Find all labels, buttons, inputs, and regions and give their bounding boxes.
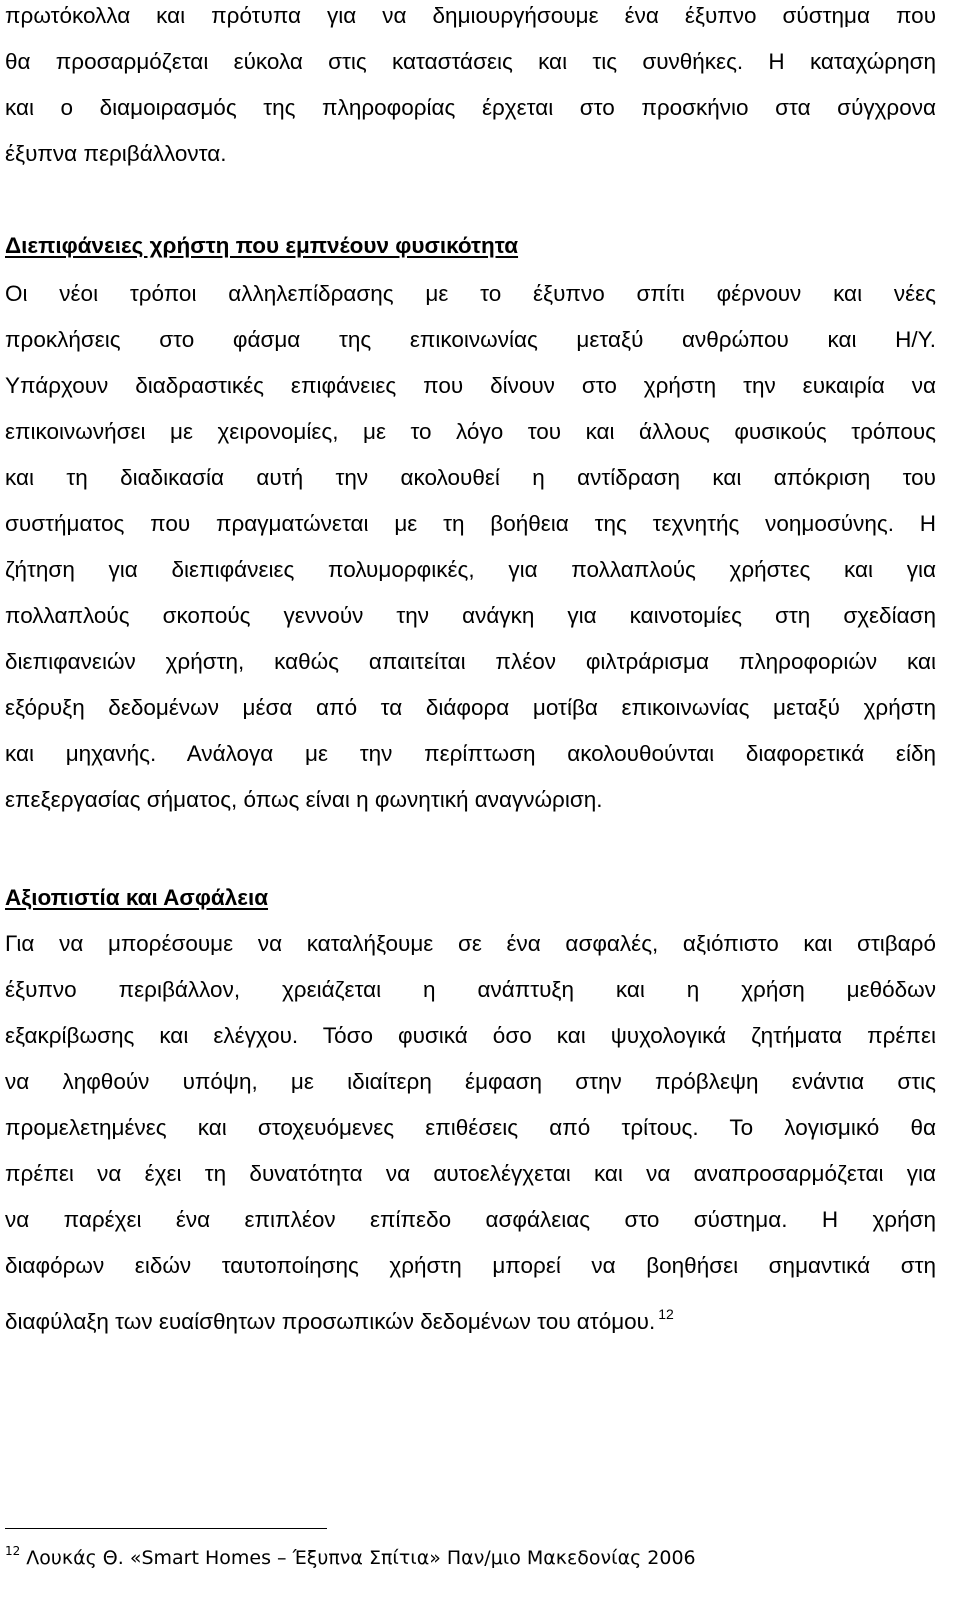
text-line: ζήτηση για διεπιφάνειες πολυμορφικές, για πολλαπλούς χρήστες και για — [5, 557, 936, 582]
text-line: και τη διαδικασία αυτή την ακολουθεί η αντίδραση και απόκριση του — [5, 465, 936, 490]
text-line: επικοινωνήσει με χειρονομίες, με το λόγο του και άλλους φυσικούς τρόπους — [5, 419, 936, 444]
text-line: θα προσαρμόζεται εύκολα στις καταστάσεις και τις συνθήκες. Η καταχώρηση — [5, 49, 936, 74]
text-line: επεξεργασίας σήματος, όπως είναι η φωνητική αναγνώριση. — [5, 787, 603, 812]
text-line-last — [5, 1300, 936, 1336]
text-line: πρωτόκολλα και πρότυπα για να δημιουργήσουμε ένα έξυπνο σύστημα που — [5, 3, 936, 28]
section-heading: Διεπιφάνειες χρήστη που εμπνέουν φυσικότητα — [5, 233, 519, 258]
text-line: Υπάρχουν διαδραστικές επιφάνειες που δίνουν στο χρήστη την ευκαιρία να — [5, 373, 936, 398]
text-line: εξόρυξη δεδομένων μέσα από τα διάφορα μοτίβα επικοινωνίας μεταξύ χρήστη — [5, 695, 936, 720]
footnote-mark: 12 — [5, 1544, 21, 1558]
text-line: προμελετημένες και στοχευόμενες επιθέσεις από τρίτους. Το λογισμικό θα — [5, 1115, 936, 1140]
text-line: έξυπνα περιβάλλοντα. — [5, 141, 227, 166]
text-line: προκλήσεις στο φάσμα της επικοινωνίας μεταξύ ανθρώπου και Η/Υ. — [5, 327, 936, 352]
text-line: συστήματος που πραγματώνεται με τη βοήθεια της τεχνητής νοημοσύνης. Η — [5, 511, 936, 536]
text-line: εξακρίβωσης και ελέγχου. Τόσο φυσικά όσο και ψυχολογικά ζητήματα πρέπει — [5, 1023, 936, 1048]
text-line: να παρέχει ένα επιπλέον επίπεδο ασφάλειας στο σύστημα. Η χρήση — [5, 1207, 936, 1232]
text-line: και μηχανής. Ανάλογα με την περίπτωση ακολουθούνται διαφορετικά είδη — [5, 741, 936, 766]
footnote-text: Λουκάς Θ. «Smart Homes – Έξυπνα Σπίτια» Παν/μιο Μακεδονίας 2006 — [26, 1547, 696, 1569]
text-line: έξυπνο περιβάλλον, χρειάζεται η ανάπτυξη και η χρήση μεθόδων — [5, 977, 936, 1002]
footnote-separator — [5, 1528, 327, 1529]
text-line: και ο διαμοιρασμός της πληροφορίας έρχεται στο προσκήνιο στα σύγχρονα — [5, 95, 936, 120]
text-line: να ληφθούν υπόψη, με ιδιαίτερη έμφαση στην πρόβλεψη ενάντια στις — [5, 1069, 936, 1094]
text-line: Οι νέοι τρόποι αλληλεπίδρασης με το έξυπνο σπίτι φέρνουν και νέες — [5, 281, 936, 306]
footnote-reference[interactable]: 12 — [658, 1306, 674, 1322]
text-line: διεπιφανειών χρήστη, καθώς απαιτείται πλέον φιλτράρισμα πληροφοριών και — [5, 649, 936, 674]
text-line: Για να μπορέσουμε να καταλήξουμε σε ένα ασφαλές, αξιόπιστο και στιβαρό — [5, 931, 936, 956]
text-line: διαφύλαξη των ευαίσθητων προσωπικών δεδομένων του ατόμου. — [5, 1309, 656, 1334]
section-heading: Αξιοπιστία και Ασφάλεια — [5, 885, 269, 910]
footnote — [5, 1538, 696, 1571]
text-line: πολλαπλούς σκοπούς γεννούν την ανάγκη για καινοτομίες στη σχεδίαση — [5, 603, 936, 628]
text-line: πρέπει να έχει τη δυνατότητα να αυτοελέγχεται και να αναπροσαρμόζεται για — [5, 1161, 936, 1186]
text-line: διαφόρων ειδών ταυτοποίησης χρήστη μπορεί να βοηθήσει σημαντικά στη — [5, 1253, 936, 1278]
